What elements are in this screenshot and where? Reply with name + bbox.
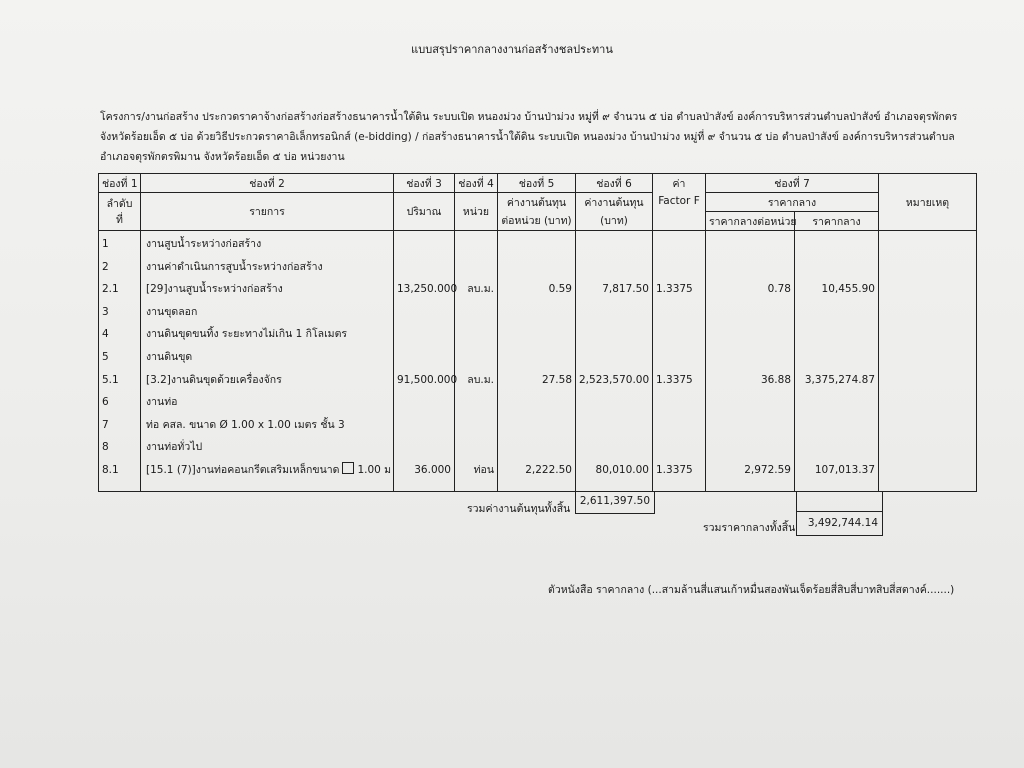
cell-item: งานค่าดำเนินการสูบน้ำระหว่างก่อสร้าง — [146, 260, 323, 273]
header-row-titles — [99, 193, 977, 212]
cell-median-unit — [709, 301, 791, 324]
cell-unit: ท่อน — [473, 463, 494, 476]
cell-factor: 1.3375 — [656, 463, 693, 476]
cell-median-unit: 0.78 — [767, 283, 791, 296]
header-cost-line: (บาท) — [600, 214, 628, 227]
cell-no: 8.1 — [102, 463, 119, 476]
qty-column — [394, 231, 458, 492]
cell-median-unit: 36.88 — [760, 373, 791, 386]
header-unit-cost-line: ต่อหน่วย (บาท) — [501, 214, 572, 227]
median-total-column — [795, 231, 879, 492]
cell-unit-cost — [501, 436, 572, 459]
cell-median-total: 10,455.90 — [821, 283, 875, 296]
cell-unit-cost: 0.59 — [548, 283, 572, 296]
cell-median-total — [798, 323, 875, 346]
cell-median-unit — [709, 346, 791, 369]
cell-cost — [579, 256, 649, 279]
cell-qty — [397, 301, 451, 324]
item-text: [15.1 (7)]งานท่อคอนกรีตเสริมเหล็กขนาด — [146, 463, 340, 476]
cell-qty: 13,250.000 — [397, 283, 458, 296]
cell-unit-cost — [501, 233, 572, 256]
cell-no: 5.1 — [102, 373, 119, 386]
cell-no: 3 — [102, 305, 109, 318]
cell-cost — [579, 414, 649, 437]
header-order-line: ลำดับ — [106, 197, 133, 210]
cell-median-total: 3,375,274.87 — [804, 373, 875, 386]
table-body — [99, 231, 977, 492]
cell-unit — [458, 323, 494, 346]
cell-unit-cost — [501, 414, 572, 437]
cell-cost — [579, 233, 649, 256]
cell-unit-cost — [501, 323, 572, 346]
cell-cost: 80,010.00 — [595, 463, 649, 476]
cell-unit-cost: 2,222.50 — [525, 463, 572, 476]
cell-median-unit — [709, 256, 791, 279]
document-title: แบบสรุปราคากลางงานก่อสร้างชลประทาน — [411, 43, 613, 56]
cell-factor — [656, 301, 702, 324]
cell-median-total — [798, 414, 875, 437]
cell-unit: ลบ.ม. — [467, 283, 494, 296]
header-col3: ช่องที่ 3 — [394, 174, 455, 193]
cell-item: งานดินขุดขนทิ้ง ระยะทางไม่เกิน 1 กิโลเมตร — [146, 328, 348, 341]
cell-qty: 91,500.000 — [397, 373, 458, 386]
project-description-line: อำเภอจตุรพักตรพิมาน จังหวัดร้อยเอ็ด ๕ บ่อ หน่วยงาน — [100, 151, 345, 163]
header-cost — [576, 193, 653, 231]
cell-cost — [579, 346, 649, 369]
cell-cost: 7,817.50 — [602, 283, 649, 296]
cell-median-total: 107,013.37 — [814, 463, 875, 476]
header-order — [99, 193, 141, 231]
header-unit: หน่วย — [455, 193, 498, 231]
header-col5: ช่องที่ 5 — [498, 174, 576, 193]
cell-qty — [397, 391, 451, 414]
cell-qty — [397, 323, 451, 346]
cell-item: ท่อ คสล. ขนาด Ø 1.00 x 1.00 เมตร ชั้น 3 — [146, 418, 345, 431]
cell-cost — [579, 436, 649, 459]
cell-factor — [656, 256, 702, 279]
cell-no: 8 — [102, 441, 109, 454]
project-description — [100, 107, 985, 167]
cell-unit-cost — [501, 301, 572, 324]
header-col7: ช่องที่ 7 — [706, 174, 879, 193]
unit-cost-column — [498, 231, 576, 492]
total-median-value: 3,492,744.14 — [796, 511, 883, 536]
header-median-total: ราคากลาง — [795, 212, 879, 231]
median-unit-column — [706, 231, 795, 492]
cell-factor — [656, 436, 702, 459]
cell-qty: 36.000 — [414, 463, 451, 476]
cell-item: [3.2]งานดินขุดด้วยเครื่องจักร — [146, 373, 282, 386]
cell-cost — [579, 301, 649, 324]
header-cost-line: ค่างานต้นทุน — [584, 196, 644, 209]
header-row-column-numbers — [99, 174, 977, 193]
cell-item: งานท่อ — [146, 396, 178, 409]
header-median-per-unit: ราคากลางต่อหน่วย — [706, 212, 795, 231]
amount-in-words: ตัวหนังสือ ราคากลาง (...สามล้านสี่แสนเก้าหมื่นสองพันเจ็ดร้อยสี่สิบสี่บาทสิบสี่สตางค์.......) — [548, 584, 955, 596]
header-qty: ปริมาณ — [394, 193, 455, 231]
total-cost-value: 2,611,397.50 — [575, 491, 655, 514]
cell-median-unit — [709, 233, 791, 256]
cell-median-unit — [709, 414, 791, 437]
cell-unit — [458, 346, 494, 369]
cell-median-total — [798, 391, 875, 414]
order-column — [99, 231, 141, 492]
cell-no: 7 — [102, 418, 109, 431]
cell-qty — [397, 436, 451, 459]
cell-unit-cost — [501, 346, 572, 369]
item-suffix-text: 1.00 ม — [357, 463, 392, 476]
cell-cost — [579, 391, 649, 414]
cell-item: งานท่อทั่วไป — [146, 441, 203, 454]
cell-median-total — [798, 346, 875, 369]
cell-unit-cost: 27.58 — [541, 373, 572, 386]
cell-no: 1 — [102, 238, 109, 250]
header-median-price: ราคากลาง — [706, 193, 879, 212]
cell-qty — [397, 414, 451, 437]
header-col6: ช่องที่ 6 — [576, 174, 653, 193]
cell-item: งานดินขุด — [146, 350, 193, 363]
cell-median-unit — [709, 436, 791, 459]
checkbox-square-icon — [342, 462, 354, 474]
cell-qty — [397, 346, 451, 369]
cell-unit — [458, 391, 494, 414]
cell-item — [144, 459, 390, 482]
cell-unit — [458, 301, 494, 324]
cell-unit-cost — [501, 256, 572, 279]
cell-median-total — [798, 233, 875, 256]
cell-qty — [397, 256, 451, 279]
cell-unit — [458, 414, 494, 437]
project-description-line: โครงการ/งานก่อสร้าง ประกวดราคาจ้างก่อสร้างก่อสร้างธนาคารน้ำใต้ดิน ระบบเปิด หนองม่วง บ้านป่าม่วง หมู่ที่ ๙ จำนวน ๕ บ่อ ตำบลป่าสังข์ องค์การบริหารส่วนตำบลป่าสังข์ อำเภอจตุรพักตร — [100, 111, 958, 123]
item-column — [141, 231, 394, 492]
header-unit-cost-line: ค่างานต้นทุน — [506, 196, 567, 209]
cell-median-unit — [709, 391, 791, 414]
cell-cost — [579, 323, 649, 346]
cell-median-total — [798, 436, 875, 459]
cell-qty — [397, 233, 451, 256]
remarks-column — [879, 231, 977, 492]
header-unit-cost — [498, 193, 576, 231]
cell-median-unit — [709, 323, 791, 346]
cell-no: 4 — [102, 328, 109, 341]
cell-unit — [458, 436, 494, 459]
cost-summary-table — [98, 173, 977, 492]
cell-no: 6 — [102, 396, 109, 409]
cell-no: 5 — [102, 350, 109, 363]
header-factor-top: ค่า — [653, 174, 706, 193]
cell-unit — [458, 233, 494, 256]
header-factor: Factor F — [653, 193, 706, 231]
unit-column — [455, 231, 498, 492]
total-cost-label: รวมค่างานต้นทุนทั้งสิ้น — [467, 503, 571, 515]
header-remarks: หมายเหตุ — [879, 174, 977, 231]
cell-factor — [656, 414, 702, 437]
project-description-line: จังหวัดร้อยเอ็ด ๕ บ่อ ด้วยวิธีประกวดราคาอิเล็กทรอนิกส์ (e-bidding) / ก่อสร้างธนาคารน้ำใต้ดิน ระบบเปิด หนองม่วง บ้านป่าม่วง หมู่ที่ ๙ จำนวน ๕ บ่อ ตำบลป่าสังข์ องค์การบริหารส่วนตำบล — [100, 131, 955, 143]
header-order-line: ที่ — [116, 213, 123, 226]
cell-factor: 1.3375 — [656, 283, 693, 296]
cell-factor — [656, 391, 702, 414]
header-col1: ช่องที่ 1 — [99, 174, 141, 193]
header-col4: ช่องที่ 4 — [455, 174, 498, 193]
cell-item: งานสูบน้ำระหว่างก่อสร้าง — [146, 238, 262, 250]
cell-factor: 1.3375 — [656, 373, 693, 386]
cell-item: งานขุดลอก — [146, 305, 198, 318]
cell-no: 2 — [102, 260, 109, 273]
cell-factor — [656, 323, 702, 346]
cell-no: 2.1 — [102, 283, 119, 296]
cell-median-total — [798, 256, 875, 279]
cell-median-unit: 2,972.59 — [744, 463, 791, 476]
cell-item: [29]งานสูบน้ำระหว่างก่อสร้าง — [146, 283, 283, 296]
cell-median-total — [798, 301, 875, 324]
cell-unit-cost — [501, 391, 572, 414]
cost-column — [576, 231, 653, 492]
cell-cost: 2,523,570.00 — [579, 373, 650, 386]
header-item: รายการ — [141, 193, 394, 231]
cell-unit — [458, 256, 494, 279]
total-median-label: รวมราคากลางทั้งสิ้น — [703, 522, 796, 534]
factor-column — [653, 231, 706, 492]
total-median-spacer-box — [796, 491, 883, 512]
cell-factor — [656, 346, 702, 369]
cell-factor — [656, 233, 702, 256]
header-col2: ช่องที่ 2 — [141, 174, 394, 193]
cell-unit: ลบ.ม. — [467, 373, 494, 386]
